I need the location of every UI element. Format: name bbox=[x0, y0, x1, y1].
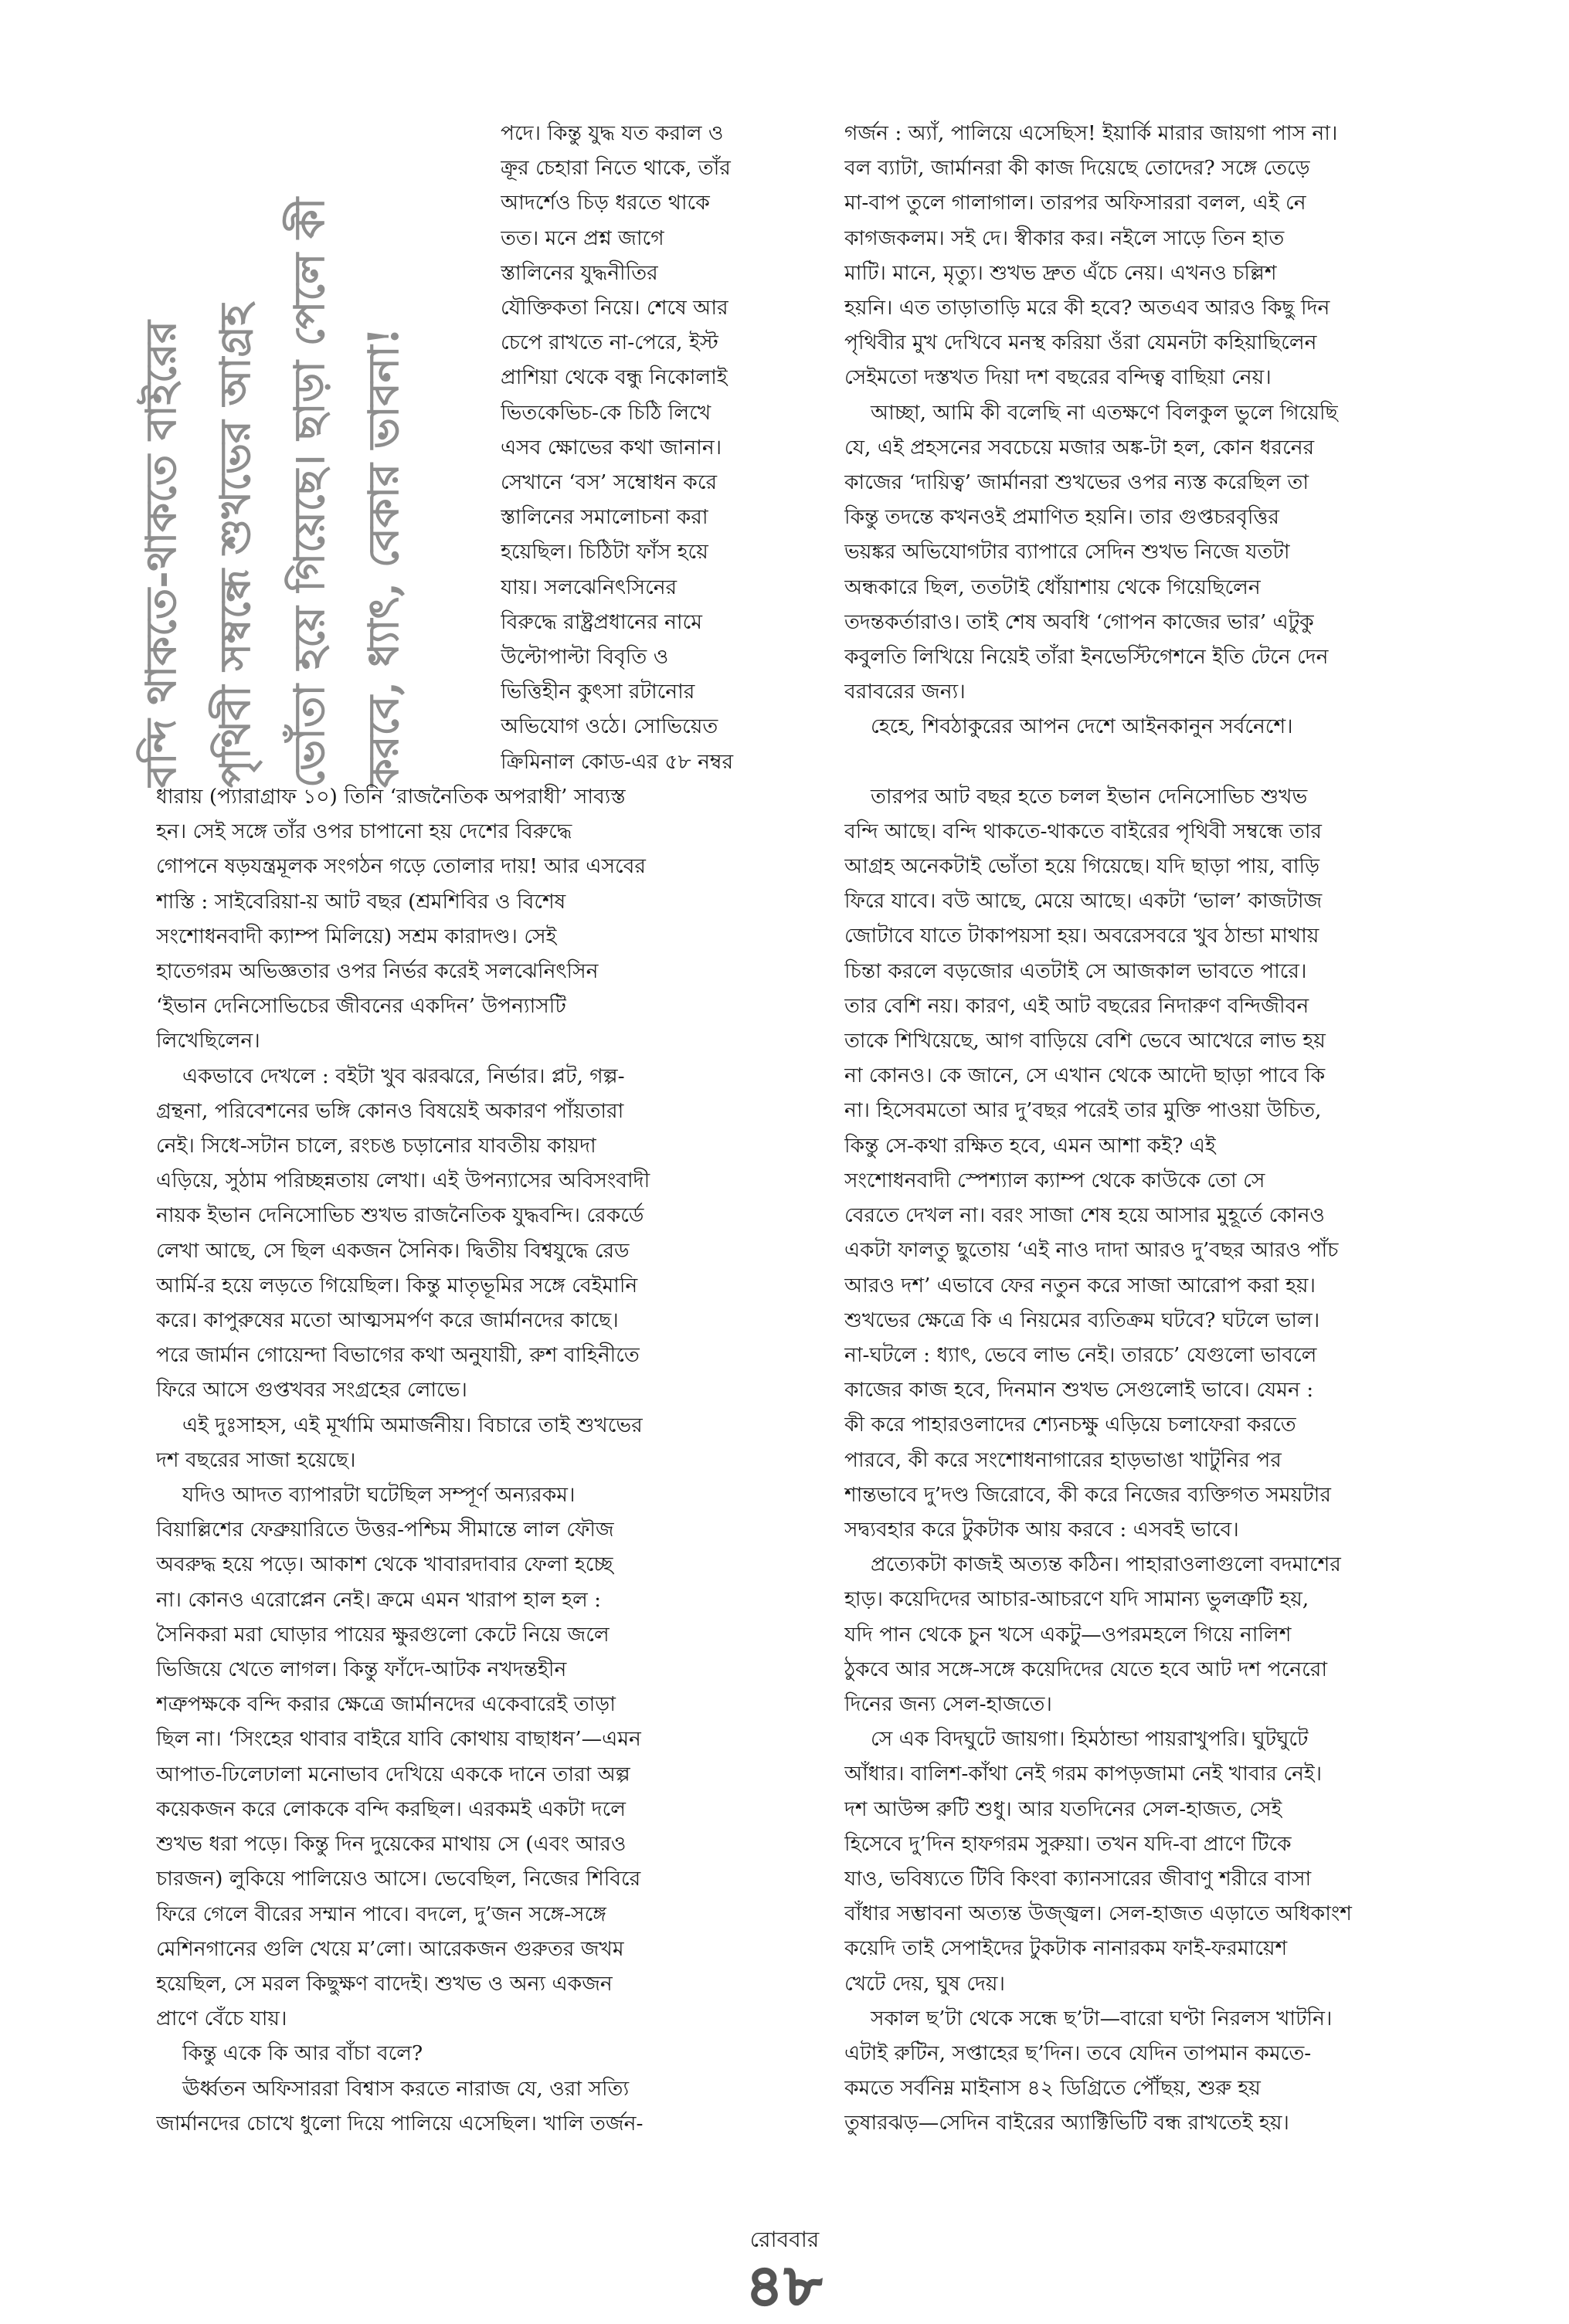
text-line: নেই। সিধে-সটান চালে, রংচঙ চড়ানোর যাবতীয় কায়দা bbox=[156, 1134, 596, 1159]
text-line: ক্রিমিনাল কোড-এর ৫৮ নম্বর bbox=[501, 749, 734, 774]
text-line: হেহে, শিবঠাকুরের আপন দেশে আইনকানুন সর্বনেশে। bbox=[871, 714, 1293, 739]
right-column bbox=[844, 116, 1475, 2141]
text-line: চেপে রাখতে না-পেরে, ইস্ট bbox=[501, 331, 718, 355]
text-line: লেখা আছে, সে ছিল একজন সৈনিক। দ্বিতীয় বিশ্বযুদ্ধে রেড bbox=[156, 1238, 630, 1263]
text-line: ফিরে গেলে বীরের সম্মান পাবে। বদলে, দু’জন সঙ্গে-সঙ্গে bbox=[156, 1902, 606, 1926]
text-line: তদন্তকর্তারাও। তাই শেষ অবধি ‘গোপন কাজের ভার’ এটুকু bbox=[844, 609, 1314, 634]
text-line: গর্জন : অ্যাঁ, পালিয়ে এসেছিস! ইয়ার্কি মারার জায়গা পাস না। bbox=[844, 121, 1338, 145]
text-line: বরাবরের জন্য। bbox=[844, 680, 966, 704]
text-line: একভাবে দেখলে : বইটা খুব ঝরঝরে, নির্ভার। প্লট, গল্প- bbox=[182, 1064, 625, 1088]
text-line: অবরুদ্ধ হয়ে পড়ে। আকাশ থেকে খাবারদাবার ফেলা হচ্ছে bbox=[156, 1552, 613, 1577]
text-line: না কোনও। কে জানে, সে এখান থেকে আদৌ ছাড়া পাবে কি bbox=[844, 1064, 1326, 1088]
text-line: শুখভ ধরা পড়ে। কিন্তু দিন দুয়েকের মাথায় সে (এবং আরও bbox=[156, 1832, 627, 1857]
text-line: না-ঘটলে : ধ্যাৎ, ভেবে লাভ নেই। তারচে’ যেগুলো ভাবলে bbox=[844, 1342, 1317, 1367]
text-line: বাঁধার সম্ভাবনা অত্যন্ত উজ্জ্বল। সেল-হাজত এড়াতে অধিকাংশ bbox=[844, 1902, 1352, 1926]
text-line: উল্টোপাল্টা বিবৃতি ও bbox=[501, 645, 669, 670]
text-line: তত। মনে প্রশ্ন জাগে bbox=[501, 226, 664, 250]
pull-quote-text bbox=[124, 100, 420, 788]
text-line: দশ আউন্স রুটি শুধু। আর যতদিনের সেল-হাজত, সেই bbox=[844, 1796, 1282, 1821]
paragraph-gap bbox=[844, 745, 1475, 779]
page-footer bbox=[0, 2224, 1569, 2317]
text-line: এসব ক্ষোভের কথা জানান। bbox=[501, 435, 722, 460]
text-line: এটাই রুটিন, সপ্তাহের ছ’দিন। তবে যেদিন তাপমান কমতে- bbox=[844, 2041, 1312, 2065]
text-line: সেইমতো দস্তখত দিয়া দশ বছরের বন্দিত্ব বাছিয়া নেয়। bbox=[844, 365, 1272, 390]
text-line: গ্রন্থনা, পরিবেশনের ভঙ্গি কোনও বিষয়েই অকারণ পাঁয়তারা bbox=[156, 1098, 624, 1123]
text-line: ভিজিয়ে খেতে লাগল। কিন্তু ফাঁদে-আটক নখদন্তহীন bbox=[156, 1657, 567, 1682]
text-line: সকাল ছ’টা থেকে সন্ধে ছ’টা—বারো ঘণ্টা নিরলস খাটনি। bbox=[871, 2006, 1333, 2031]
text-line: শান্তভাবে দু’দণ্ড জিরোবে, কী করে নিজের ব্যক্তিগত সময়টার bbox=[844, 1482, 1331, 1507]
text-line: ভিতকেভিচ-কে চিঠি লিখে bbox=[501, 400, 711, 425]
text-line: পদে। কিন্তু যুদ্ধ যত করাল ও bbox=[501, 121, 724, 145]
text-line: পৃথিবীর মুখ দেখিবে মনস্থ করিয়া ওঁরা যেমনটা কহিয়াছিলেন bbox=[844, 331, 1317, 355]
text-line: অভিযোগ ওঠে। সোভিয়েত bbox=[501, 714, 718, 739]
text-line: স্তালিনের যুদ্ধনীতির bbox=[501, 260, 658, 285]
text-line: আপাত-ঢিলেঢালা মনোভাব দেখিয়ে এককে দানে তারা অল্প bbox=[156, 1762, 630, 1786]
text-line: হয়নি। এত তাড়াতাড়ি মরে কী হবে? অতএব আরও কিছু দিন bbox=[844, 296, 1330, 321]
text-line: কী করে পাহারওলাদের শ্যেনচক্ষু এড়িয়ে চলাফেরা করতে bbox=[844, 1413, 1296, 1437]
text-line: ভয়ঙ্কর অভিযোগটার ব্যাপারে সেদিন শুখভ নিজে যতটা bbox=[844, 540, 1290, 565]
text-line: ক্রূর চেহারা নিতে থাকে, তাঁর bbox=[501, 156, 731, 181]
text-line: যৌক্তিকতা নিয়ে। শেষে আর bbox=[501, 296, 728, 321]
text-line: কয়েকজন করে লোককে বন্দি করছিল। এরকমই একটা দলে bbox=[156, 1796, 626, 1821]
text-line: ধারায় (প্যারাগ্রাফ ১০) তিনি ‘রাজনৈতিক অপরাধী’ সাব্যস্ত bbox=[156, 785, 626, 809]
text-line: শত্রুপক্ষকে বন্দি করার ক্ষেত্রে জার্মানদের একেবারেই তাড়া bbox=[156, 1692, 616, 1717]
text-line: কাজের ‘দায়িত্ব’ জার্মানরা শুখভের ওপর ন্যস্ত করেছিল তা bbox=[844, 470, 1309, 495]
text-line: ঊর্ধ্বতন অফিসাররা বিশ্বাস করতে নারাজ যে, ওরা সত্যি bbox=[182, 2076, 630, 2101]
text-line: বিয়াল্লিশের ফেব্রুয়ারিতে উত্তর-পশ্চিম সীমান্তে লাল ফৌজ bbox=[156, 1518, 614, 1542]
text-line: সংশোধনবাদী স্পেশ্যাল ক্যাম্প থেকে কাউকে তো সে bbox=[844, 1168, 1265, 1193]
text-line: হাড়। কয়েদিদের আচার-আচরণে যদি সামান্য ভুলত্রুটি হয়, bbox=[844, 1587, 1309, 1612]
text-line: পরে জার্মান গোয়েন্দা বিভাগের কথা অনুযায়ী, রুশ বাহিনীতে bbox=[156, 1343, 640, 1368]
text-line: আর্মি-র হয়ে লড়তে গিয়েছিল। কিন্তু মাতৃভূমির সঙ্গে বেইমানি bbox=[156, 1273, 638, 1298]
text-line: কয়েদি তাই সেপাইদের টুকটাক নানারকম ফাই-ফরমায়েশ bbox=[844, 1936, 1288, 1961]
text-line: কিন্তু তদন্তে কখনওই প্রমাণিত হয়নি। তার গুপ্তচরবৃত্তির bbox=[844, 505, 1279, 530]
text-line: যায়। সলঝেনিৎসিনের bbox=[501, 575, 678, 599]
text-line: সে এক বিদঘুটে জায়গা। হিমঠান্ডা পায়রাখুপরি। ঘুটঘুটে bbox=[871, 1727, 1309, 1752]
text-line: প্রত্যেকটা কাজই অত্যন্ত কঠিন। পাহারাওলাগুলো বদমাশের bbox=[871, 1552, 1341, 1577]
text-line: যাও, ভবিষ্যতে টিবি কিংবা ক্যানসারের জীবাণু শরীরে বাসা bbox=[844, 1866, 1312, 1891]
text-line: প্রাণে বেঁচে যায়। bbox=[156, 2007, 287, 2031]
text-line: আরও দশ’ এভাবে ফের নতুন করে সাজা আরোপ করা হয়। bbox=[844, 1273, 1316, 1298]
text-line: না। কোনও এরোপ্লেন নেই। ক্রমে এমন খারাপ হাল হল : bbox=[156, 1587, 602, 1612]
text-line: ফিরে আসে গুপ্তখবর সংগ্রহের লোভে। bbox=[156, 1378, 467, 1403]
text-line: সংশোধনবাদী ক্যাম্প মিলিয়ে) সশ্রম কারাদণ্ড। সেই bbox=[156, 924, 557, 948]
text-line: শুখভের ক্ষেত্রে কি এ নিয়মের ব্যতিক্রম ঘটবে? ঘটলে ভাল। bbox=[844, 1308, 1320, 1332]
pull-quote-line: পৃথিবী সম্বন্ধে শুখভের আগ্রহ bbox=[210, 304, 260, 788]
text-line: বল ব্যাটা, জার্মানরা কী কাজ দিয়েছে তোদের? সঙ্গে তেড়ে bbox=[844, 156, 1310, 181]
text-line: জোটাবে যাতে টাকাপয়সা হয়। অবরেসবরে খুব ঠান্ডা মাথায় bbox=[844, 924, 1319, 948]
left-narrow-column bbox=[501, 116, 819, 779]
text-line: সেখানে ‘বস’ সম্বোধন করে bbox=[501, 470, 718, 495]
text-line: না। হিসেবমতো আর দু’বছর পরেই তার মুক্তি পাওয়া উচিত, bbox=[844, 1098, 1322, 1123]
text-line: হয়েছিল, সে মরল কিছুক্ষণ বাদেই। শুখভ ও অন্য একজন bbox=[156, 1971, 613, 1996]
text-line: দশ বছরের সাজা হয়েছে। bbox=[156, 1447, 356, 1472]
pull-quote bbox=[124, 100, 494, 788]
text-line: জার্মানদের চোখে ধুলো দিয়ে পালিয়ে এসেছিল। খালি তর্জন- bbox=[156, 2111, 644, 2136]
text-line: লিখেছিলেন। bbox=[156, 1029, 260, 1053]
text-line: এই দুঃসাহস, এই মূর্খামি অমার্জনীয়। বিচারে তাই শুখভের bbox=[182, 1413, 643, 1437]
text-line: নায়ক ইভান দেনিসোভিচ শুখভ রাজনৈতিক যুদ্ধবন্দি। রেকর্ডে bbox=[156, 1203, 644, 1228]
text-line: ঠুকবে আর সঙ্গে-সঙ্গে কয়েদিদের যেতে হবে আট দশ পনেরো bbox=[844, 1657, 1328, 1681]
pull-quote-line: ভোঁতা হয়ে গিয়েছে। ছাড়া পেলে কী bbox=[284, 197, 334, 788]
text-line: তুষারঝড়—সেদিন বাইরের অ্যাক্টিভিটি বন্ধ রাখতেই হয়। bbox=[844, 2111, 1289, 2136]
text-line: কাগজকলম। সই দে। স্বীকার কর। নইলে সাড়ে তিন হাত bbox=[844, 226, 1285, 250]
text-line: হয়েছিল। চিঠিটা ফাঁস হয়ে bbox=[501, 540, 708, 565]
text-line: মা-বাপ তুলে গালাগাল। তারপর অফিসাররা বলল, এই নে bbox=[844, 191, 1306, 215]
text-line: শাস্তি : সাইবেরিয়া-য় আট বছর (শ্রমশিবির ও বিশেষ bbox=[156, 889, 566, 914]
text-line: করে। কাপুরুষের মতো আত্মসমর্পণ করে জার্মানদের কাছে। bbox=[156, 1308, 619, 1333]
text-line: মাটি। মানে, মৃত্যু। শুখভ দ্রুত এঁচে নেয়। এখনও চল্লিশ bbox=[844, 260, 1277, 285]
text-line: ‘ইভান দেনিসোভিচের জীবনের একদিন’ উপন্যাসটি bbox=[156, 994, 566, 1019]
text-line: বন্দি আছে। বন্দি থাকতে-থাকতে বাইরের পৃথিবী সম্বন্ধে তার bbox=[844, 819, 1323, 843]
pull-quote-line: বন্দি থাকতে-থাকতে বাইরের bbox=[136, 321, 185, 788]
magazine-name: রোববার bbox=[749, 2227, 820, 2252]
text-line: সদ্ব্যবহার করে টুকটাক আয় করবে : এসবই ভাবে। bbox=[844, 1517, 1239, 1542]
text-line: দিনের জন্য সেল-হাজতে। bbox=[844, 1691, 1052, 1716]
text-line: কবুলতি লিখিয়ে নিয়েই তাঁরা ইনভেস্টিগেশনে ইতি টেনে দেন bbox=[844, 645, 1329, 670]
text-line: অন্ধকারে ছিল, ততটাই ধোঁয়াশায় থেকে গিয়েছিলেন bbox=[844, 575, 1261, 599]
text-line: চিন্তা করলে বড়জোর এতটাই সে আজকাল ভাবতে পারে। bbox=[844, 958, 1307, 983]
text-line: প্রাশিয়া থেকে বন্ধু নিকোলাই bbox=[501, 365, 728, 390]
text-line: খেটে দেয়, ঘুষ দেয়। bbox=[844, 1971, 1005, 1996]
page-number: ৪৮ bbox=[745, 2253, 824, 2319]
pull-quote-line: করবে, ধ্যাৎ, বেকার ভাবনা! bbox=[358, 327, 408, 788]
text-line: কিন্তু একে কি আর বাঁচা বলে? bbox=[182, 2041, 423, 2066]
text-line: আচ্ছা, আমি কী বলেছি না এতক্ষণে বিলকুল ভুলে গিয়েছি bbox=[871, 400, 1338, 425]
text-line: তাকে শিখিয়েছে, আগ বাড়িয়ে বেশি ভেবে আখেরে লাভ হয় bbox=[844, 1029, 1326, 1053]
text-line: পারবে, কী করে সংশোধনাগারের হাড়ভাঙা খাটুনির পর bbox=[844, 1447, 1282, 1472]
text-line: স্তালিনের সমালোচনা করা bbox=[501, 505, 708, 530]
text-line: হাতেগরম অভিজ্ঞতার ওপর নির্ভর করেই সলঝেনিৎসিন bbox=[156, 959, 599, 984]
text-line: যদি পান থেকে চুন খসে একটু—ওপরমহলে গিয়ে নালিশ bbox=[844, 1622, 1292, 1647]
text-line: কমতে সর্বনিম্ন মাইনাস ৪২ ডিগ্রিতে পৌঁছয়, শুরু হয় bbox=[844, 2076, 1261, 2101]
text-line: ছিল না। ‘সিংহের থাবার বাইরে যাবি কোথায় বাছাধন’—এমন bbox=[156, 1727, 641, 1752]
text-line: কিন্তু সে-কথা রক্ষিত হবে, এমন আশা কই? এই bbox=[844, 1133, 1216, 1158]
text-line: কাজের কাজ হবে, দিনমান শুখভ সেগুলোই ভাবে। যেমন : bbox=[844, 1378, 1314, 1403]
text-line: হন। সেই সঙ্গে তাঁর ওপর চাপানো হয় দেশের বিরুদ্ধে bbox=[156, 819, 572, 844]
text-line: আদর্শেও চিড় ধরতে থাকে bbox=[501, 191, 710, 215]
text-line: মেশিনগানের গুলি খেয়ে ম’লো। আরেকজন গুরুতর জখম bbox=[156, 1936, 624, 1961]
text-line: বেরতে দেখল না। বরং সাজা শেষ হয়ে আসার মুহূর্তে কোনও bbox=[844, 1203, 1325, 1228]
text-line: তারপর আট বছর হতে চলল ইভান দেনিসোভিচ শুখভ bbox=[871, 784, 1308, 809]
text-line: তার বেশি নয়। কারণ, এই আট বছরের নিদারুণ বন্দিজীবন bbox=[844, 993, 1309, 1018]
text-line: যদিও আদত ব্যাপারটা ঘটেছিল সম্পূর্ণ অন্যরকম। bbox=[182, 1483, 576, 1508]
text-line: ফিরে যাবে। বউ আছে, মেয়ে আছে। একটা ‘ভাল’ কাজটাজ bbox=[844, 889, 1323, 914]
text-line: হিসেবে দু’দিন হাফগরম সুরুয়া। তখন যদি-বা প্রাণে টিকে bbox=[844, 1831, 1292, 1856]
text-line: সৈনিকরা মরা ঘোড়ার পায়ের ক্ষুরগুলো কেটে নিয়ে জলে bbox=[156, 1622, 610, 1647]
text-line: গোপনে ষড়যন্ত্রমূলক সংগঠন গড়ে তোলার দায়! আর এসবের bbox=[156, 854, 646, 879]
text-line: ভিত্তিহীন কুৎসা রটানোর bbox=[501, 680, 695, 704]
text-line: চারজন) লুকিয়ে পালিয়েও আসে। ভেবেছিল, নিজের শিবিরে bbox=[156, 1867, 641, 1891]
text-line: আগ্রহ অনেকটাই ভোঁতা হয়ে গিয়েছে। যদি ছাড়া পায়, বাড়ি bbox=[844, 854, 1320, 879]
text-line: আঁধার। বালিশ-কাঁথা নেই গরম কাপড়জামা নেই খাবার নেই। bbox=[844, 1762, 1323, 1786]
text-line: বিরুদ্ধে রাষ্ট্রপ্রধানের নামে bbox=[501, 609, 702, 634]
text-line: এড়িয়ে, সুঠাম পরিচ্ছন্নতায় লেখা। এই উপন্যাসের অবিসংবাদী bbox=[156, 1169, 650, 1193]
text-line: একটা ফালতু ছুতোয় ‘এই নাও দাদা আরও দু’বছর আরও পাঁচ bbox=[844, 1238, 1339, 1263]
text-line: যে, এই প্রহসনের সবচেয়ে মজার অঙ্ক-টা হল, কোন ধরনের bbox=[844, 435, 1315, 460]
left-main-column bbox=[156, 779, 819, 2141]
